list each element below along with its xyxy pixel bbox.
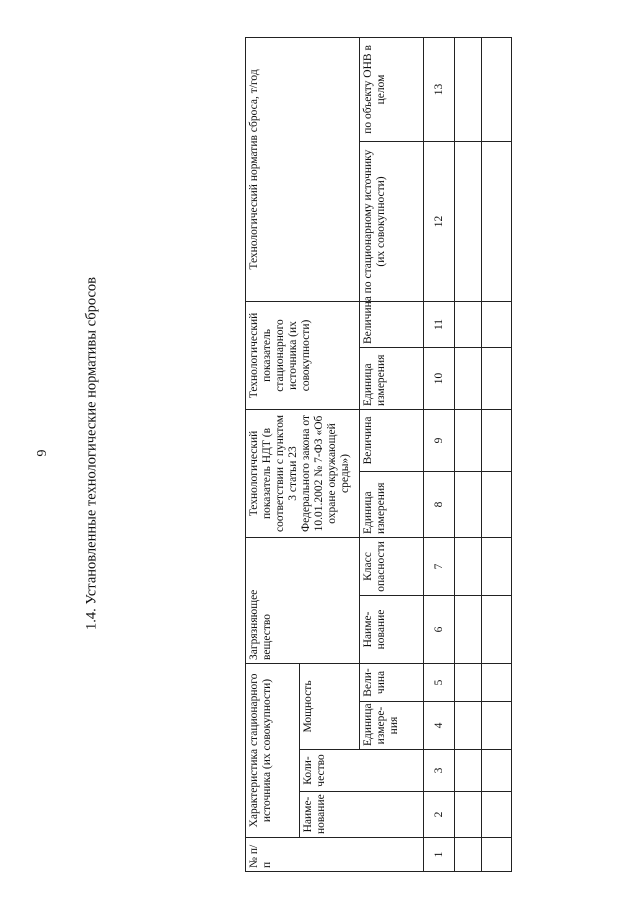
column-number: 5 <box>424 663 455 701</box>
column-number: 1 <box>424 838 455 872</box>
table-cell <box>455 347 482 409</box>
table-cell <box>482 347 512 409</box>
header-norm-source: по стационарному источнику (их совокупности) <box>360 141 424 301</box>
header-ndt-group: Технологический показатель НДТ (в соответствии с пунктом 3 статьи 23 Федерального закона от 10.01.2002 № 7-ФЗ «Об охране окружающей среды») <box>246 409 360 537</box>
header-src-unit: Единица измерения <box>360 347 424 409</box>
header-name: Наиме-нование <box>300 792 424 838</box>
table-cell <box>482 663 512 701</box>
column-number: 12 <box>424 141 455 301</box>
column-number: 10 <box>424 347 455 409</box>
table-cell <box>482 141 512 301</box>
header-norm-group: Технологический норматив сброса, т/год <box>246 37 360 301</box>
table-cell <box>482 301 512 347</box>
column-number: 2 <box>424 792 455 838</box>
table-cell <box>455 702 482 750</box>
page-number: 6 <box>33 449 48 457</box>
table-cell <box>482 409 512 471</box>
table-cell <box>482 750 512 792</box>
table-cell <box>482 792 512 838</box>
column-number: 13 <box>424 37 455 141</box>
column-number: 3 <box>424 750 455 792</box>
table-cell <box>455 595 482 663</box>
column-number: 4 <box>424 702 455 750</box>
table-cell <box>482 838 512 872</box>
header-power-unit: Единица измере-ния <box>360 702 424 750</box>
table-cell <box>455 141 482 301</box>
column-number: 6 <box>424 595 455 663</box>
column-number: 7 <box>424 537 455 595</box>
header-pollutant-name: Наиме-нование <box>360 595 424 663</box>
table-cell <box>455 471 482 537</box>
table-cell <box>455 537 482 595</box>
table-row <box>455 37 482 871</box>
table-cell <box>455 663 482 701</box>
header-source-group: Характеристика стационарного источника (их совокупности) <box>246 663 300 837</box>
header-pollutant-group: Загрязняющее вещество <box>246 537 360 663</box>
table-cell <box>482 37 512 141</box>
header-ndt-value: Величина <box>360 409 424 471</box>
column-number: 8 <box>424 471 455 537</box>
header-col-no: № п/п <box>246 838 424 872</box>
table-cell <box>482 702 512 750</box>
section-title: 1.4. Установленные технологические нормативы сбросов <box>83 276 100 631</box>
table-cell <box>455 37 482 141</box>
table-cell <box>455 750 482 792</box>
table-cell <box>455 409 482 471</box>
norms-table-rotated <box>245 38 511 872</box>
table-cell <box>482 595 512 663</box>
header-power-value: Вели-чина <box>360 663 424 701</box>
header-ndt-unit: Единица измерения <box>360 471 424 537</box>
header-src-value: Величина <box>360 301 424 347</box>
table-row <box>482 37 512 871</box>
table-cell <box>455 301 482 347</box>
header-quantity: Коли-чество <box>300 750 424 792</box>
table-cell <box>482 471 512 537</box>
header-source-indicator-group: Технологический показатель стационарного источника (их совокупности) <box>246 301 360 409</box>
header-power: Мощность <box>300 663 360 749</box>
table-cell <box>455 838 482 872</box>
norms-table <box>245 37 512 872</box>
column-number: 9 <box>424 409 455 471</box>
table-cell <box>455 792 482 838</box>
column-number: 11 <box>424 301 455 347</box>
header-hazard-class: Класс опасности <box>360 537 424 595</box>
header-norm-object: по объекту ОНВ в целом <box>360 37 424 141</box>
table-cell <box>482 537 512 595</box>
